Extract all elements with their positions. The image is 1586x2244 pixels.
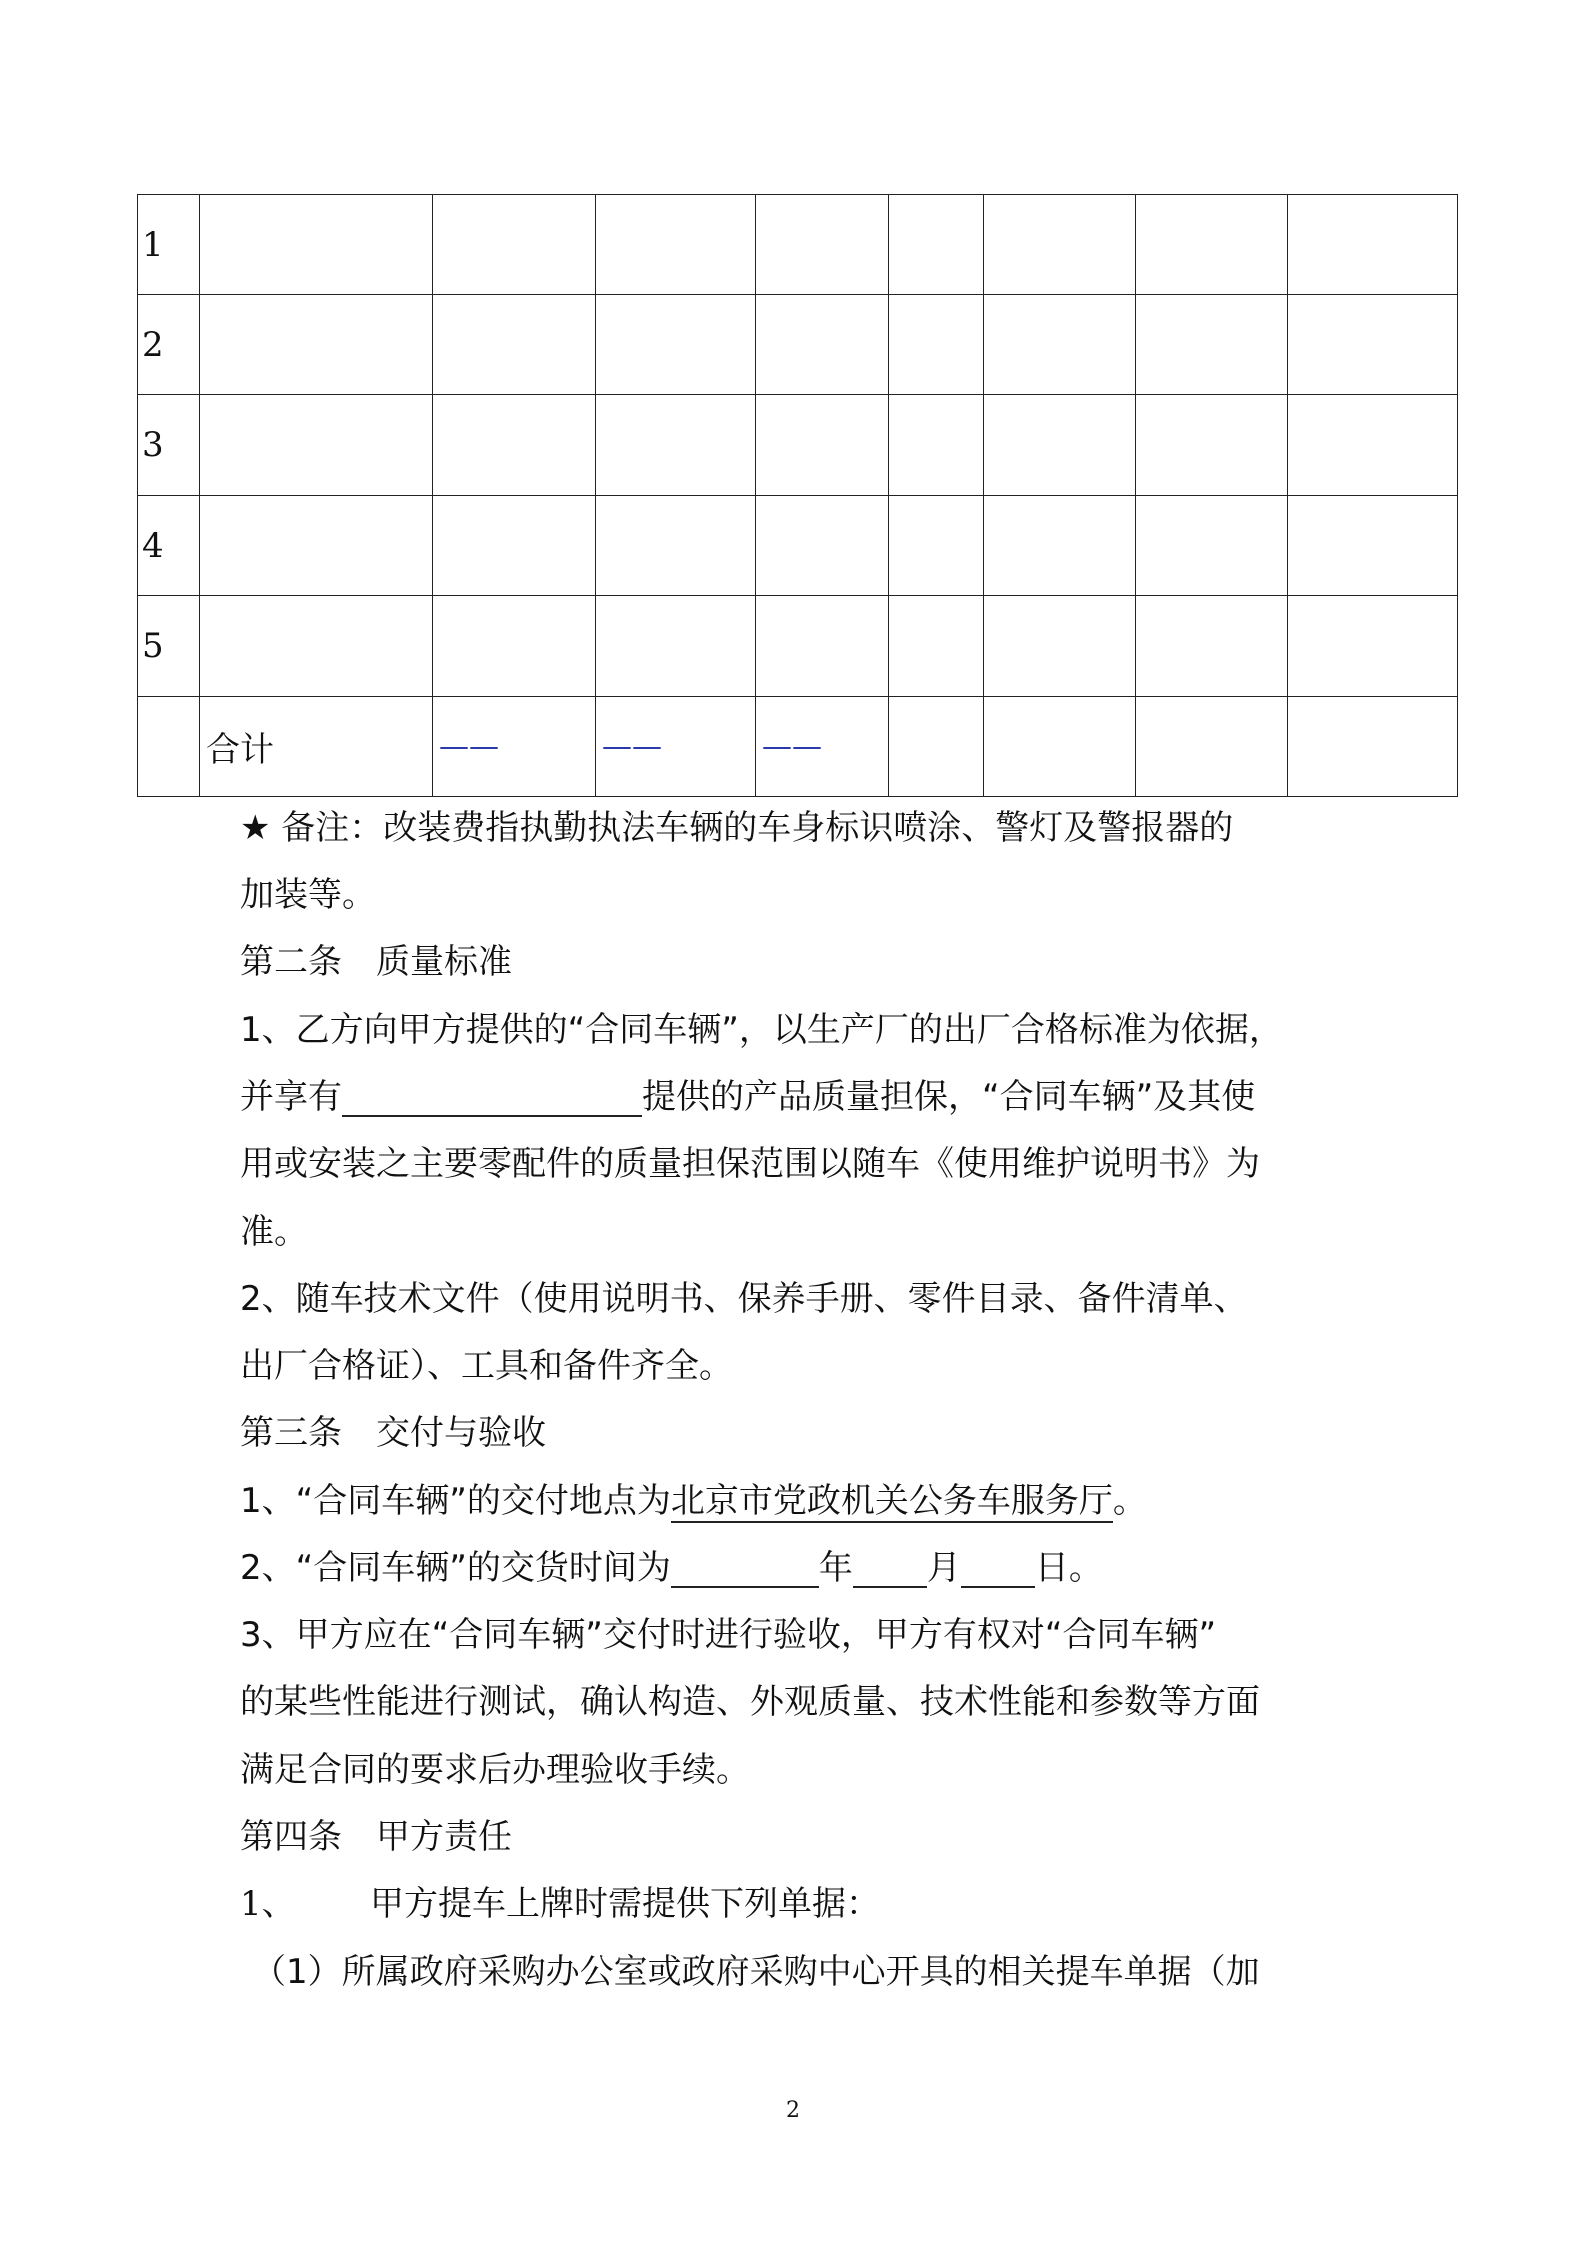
table-cell	[596, 195, 756, 295]
table-cell	[889, 697, 984, 797]
table-cell	[984, 697, 1136, 797]
table-cell	[984, 195, 1136, 295]
table-cell	[433, 395, 596, 496]
table-cell	[433, 195, 596, 295]
table-cell	[200, 195, 433, 295]
table-row	[138, 295, 1458, 395]
text-run: 并享有	[240, 1077, 342, 1117]
blank-month	[853, 1550, 927, 1588]
table-cell	[200, 395, 433, 496]
delivery-place: 北京市党政机关公务车服务厅	[670, 1481, 1113, 1521]
table-cell	[200, 496, 433, 596]
table-cell	[984, 395, 1136, 496]
row-number: 5	[138, 596, 200, 697]
table-cell	[756, 395, 889, 496]
article-heading: 第二条 质量标准	[240, 942, 512, 982]
paragraph-line: 的某些性能进行测试，确认构造、外观质量、技术性能和参数等方面	[240, 1682, 1260, 1722]
row-number: 3	[138, 395, 200, 496]
total-dash: ——	[756, 697, 889, 797]
table-cell	[1288, 496, 1458, 596]
paragraph-line: 3、甲方应在“合同车辆”交付时进行验收，甲方有权对“合同车辆”	[240, 1615, 1217, 1655]
blank-year	[671, 1550, 819, 1588]
total-dash: ——	[433, 697, 596, 797]
text-run: 2、“合同车辆”的交货时间为	[240, 1548, 671, 1588]
table-cell	[433, 596, 596, 697]
table-cell	[889, 596, 984, 697]
paragraph-line	[240, 1077, 1255, 1117]
table-cell	[1136, 596, 1288, 697]
paragraph-line	[240, 1884, 880, 1924]
text-run: 1、“合同车辆”的交付地点为	[240, 1481, 671, 1521]
paragraph-line: 准。	[240, 1212, 308, 1252]
item-number: 1、	[240, 1884, 296, 1924]
paragraph-line: （1）所属政府采购办公室或政府采购中心开具的相关提车单据（加	[252, 1952, 1260, 1992]
article-heading: 第三条 交付与验收	[240, 1413, 546, 1453]
table-cell	[756, 596, 889, 697]
table-cell	[1136, 496, 1288, 596]
table-cell	[596, 395, 756, 496]
table-cell	[1288, 295, 1458, 395]
page-number: 2	[786, 2098, 800, 2123]
table-row	[138, 596, 1458, 697]
vehicle-table	[137, 194, 1458, 797]
paragraph-line: 用或安装之主要零配件的质量担保范围以随车《使用维护说明书》为	[240, 1144, 1260, 1184]
table-cell	[756, 195, 889, 295]
article-heading: 第四条 甲方责任	[240, 1817, 512, 1857]
text-run: 月	[926, 1548, 961, 1588]
paragraph-line	[240, 1481, 1147, 1521]
text-run: 年	[818, 1548, 853, 1588]
table-cell	[138, 697, 200, 797]
table-row	[138, 195, 1458, 295]
paragraph-line: 2、随车技术文件（使用说明书、保养手册、零件目录、备件清单、	[240, 1279, 1248, 1319]
table-cell	[889, 395, 984, 496]
table-cell	[596, 295, 756, 395]
table-cell	[1136, 697, 1288, 797]
paragraph-line: 满足合同的要求后办理验收手续。	[240, 1750, 750, 1790]
table-cell	[889, 295, 984, 395]
table-row	[138, 496, 1458, 596]
table-cell	[889, 195, 984, 295]
row-number: 2	[138, 295, 200, 395]
total-row	[138, 697, 1458, 797]
table-row	[138, 395, 1458, 496]
note-line: ★ 备注：改装费指执勤执法车辆的车身标识喷涂、警灯及警报器的	[240, 808, 1234, 848]
table-cell	[889, 496, 984, 596]
text-run: 。	[1112, 1481, 1147, 1521]
table-cell	[984, 295, 1136, 395]
table-cell	[433, 496, 596, 596]
table-cell	[1288, 596, 1458, 697]
table-cell	[1288, 395, 1458, 496]
text-run: 提供的产品质量担保，“合同车辆”及其使	[642, 1077, 1256, 1117]
table-cell	[596, 496, 756, 596]
table-cell	[984, 496, 1136, 596]
table-cell	[756, 496, 889, 596]
text-run: 甲方提车上牌时需提供下列单据：	[370, 1884, 880, 1924]
total-label: 合计	[200, 697, 433, 797]
table-cell	[1136, 195, 1288, 295]
table-cell	[1288, 195, 1458, 295]
blank-day	[961, 1550, 1035, 1588]
row-number: 1	[138, 195, 200, 295]
row-number: 4	[138, 496, 200, 596]
text-run: 日。	[1034, 1548, 1103, 1588]
note-line: 加装等。	[240, 875, 376, 915]
table-cell	[1136, 395, 1288, 496]
table-cell	[984, 596, 1136, 697]
table-cell	[200, 596, 433, 697]
paragraph-line: 出厂合格证）、工具和备件齐全。	[240, 1346, 733, 1386]
paragraph-line: 1、乙方向甲方提供的“合同车辆”，以生产厂的出厂合格标准为依据，	[240, 1010, 1283, 1050]
blank-field	[342, 1079, 642, 1117]
table-cell	[1136, 295, 1288, 395]
total-dash: ——	[596, 697, 756, 797]
table-cell	[1288, 697, 1458, 797]
table-cell	[596, 596, 756, 697]
paragraph-line	[240, 1548, 1103, 1588]
table-cell	[200, 295, 433, 395]
table-cell	[433, 295, 596, 395]
table-cell	[756, 295, 889, 395]
